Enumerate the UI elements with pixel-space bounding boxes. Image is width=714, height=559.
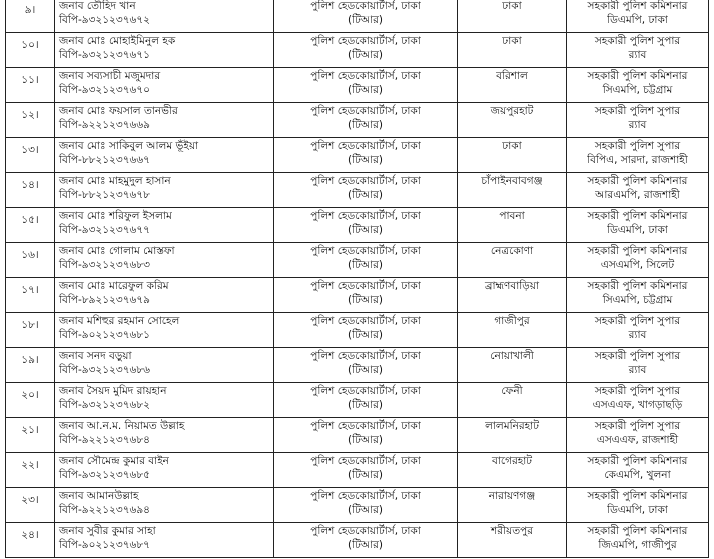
district-cell: নারায়ণগঞ্জ [458, 488, 567, 523]
bp-number: বিপি-৯৩২১২৩৭৬৭৭ [59, 224, 151, 236]
new-posting-cell [567, 243, 709, 278]
bp-number: বিপি-৯২২১২৩৭৬৮৪ [59, 434, 150, 446]
current-posting-cell [274, 243, 458, 278]
new-designation: সহকারী পুলিশ সুপার [594, 420, 681, 432]
new-posting-cell [567, 523, 709, 558]
name-cell [55, 33, 274, 68]
new-unit: কেএমপি, খুলনা [604, 469, 671, 481]
officer-name: জনাব মোঃ শরিফুল ইসলাম [59, 210, 172, 222]
bp-number: বিপি-৮৮২১২৩৭৬৬৭ [59, 154, 150, 166]
table-row [6, 243, 709, 278]
new-posting-cell [567, 348, 709, 383]
new-designation: সহকারী পুলিশ সুপার [594, 35, 681, 47]
table-row [6, 383, 709, 418]
current-posting: পুলিশ হেডকোয়ার্টার্স, ঢাকা [310, 525, 421, 537]
new-designation: সহকারী পুলিশ সুপার [594, 350, 681, 362]
new-unit: ডিএমপি, ঢাকা [607, 14, 668, 26]
new-unit: র‍্যাব [628, 329, 647, 341]
bp-number: বিপি-৯০২১২৩৭৬৮৭ [59, 539, 150, 551]
serial-cell: ১৬। [6, 243, 55, 278]
new-unit: আরএমপি, রাজশাহী [595, 189, 680, 201]
new-posting-cell [567, 208, 709, 243]
new-posting-cell [567, 488, 709, 523]
officer-name: জনাব মোঃ মাহমুদুল হাসান [59, 175, 171, 187]
name-cell [55, 0, 274, 33]
current-posting-unit: (টিআর) [348, 189, 383, 201]
officer-name: জনাব আমানউল্লাহ [59, 490, 139, 502]
name-cell [55, 383, 274, 418]
current-posting-unit: (টিআর) [348, 119, 383, 131]
serial-cell: ১৮। [6, 313, 55, 348]
current-posting: পুলিশ হেডকোয়ার্টার্স, ঢাকা [310, 70, 421, 82]
new-designation: সহকারী পুলিশ সুপার [594, 315, 681, 327]
officer-name: জনাব আ.ন.ম. নিয়ামত উল্লাহ [59, 420, 185, 432]
bp-number: বিপি-৯৩২১২৩৭৬৭০ [59, 84, 151, 96]
table-row [6, 348, 709, 383]
new-designation: সহকারী পুলিশ সুপার [594, 385, 681, 397]
new-designation: সহকারী পুলিশ সুপার [594, 140, 681, 152]
current-posting: পুলিশ হেডকোয়ার্টার্স, ঢাকা [310, 350, 421, 362]
current-posting-unit: (টিআর) [348, 434, 383, 446]
new-unit: র‍্যাব [628, 49, 647, 61]
district-cell: ঢাকা [458, 138, 567, 173]
name-cell [55, 453, 274, 488]
district-cell: গাজীপুর [458, 313, 567, 348]
serial-cell: ১৭। [6, 278, 55, 313]
district-cell: ঢাকা [458, 33, 567, 68]
officer-name: জনাব মোঃ ফয়সাল তানভীর [59, 105, 178, 117]
current-posting-cell [274, 33, 458, 68]
name-cell [55, 103, 274, 138]
serial-cell: ২৩। [6, 488, 55, 523]
bp-number: বিপি-৯৩২১২৩৭৬৮৩ [59, 259, 150, 271]
table-row [6, 103, 709, 138]
table-row [6, 313, 709, 348]
current-posting-cell [274, 138, 458, 173]
current-posting: পুলিশ হেডকোয়ার্টার্স, ঢাকা [310, 245, 421, 257]
district-cell: শরীয়তপুর [458, 523, 567, 558]
table-row [6, 68, 709, 103]
new-posting-cell [567, 453, 709, 488]
current-posting-unit: (টিআর) [348, 84, 383, 96]
current-posting-cell [274, 68, 458, 103]
serial-cell: ৯। [6, 0, 55, 33]
officer-name: জনাব মশিহুর রহমান সোহেল [59, 315, 180, 327]
current-posting-cell [274, 278, 458, 313]
district-cell: ফেনী [458, 383, 567, 418]
bp-number: বিপি-৯৩২১২৩৭৬৮৫ [59, 469, 150, 481]
current-posting-unit: (টিআর) [348, 329, 383, 341]
current-posting: পুলিশ হেডকোয়ার্টার্স, ঢাকা [310, 140, 421, 152]
table-row [6, 453, 709, 488]
serial-cell: ১৪। [6, 173, 55, 208]
officer-name: জনাব মোঃ মারেফুল করিম [59, 280, 169, 292]
district-cell: চাঁপাইনবাবগঞ্জ [458, 173, 567, 208]
bp-number: বিপি-৯২২১২৩৭৬৯৪ [59, 504, 150, 516]
serial-cell: ১৯। [6, 348, 55, 383]
officer-name: জনাব মোঃ মোহাইমিনুল হক [59, 35, 176, 47]
current-posting: পুলিশ হেডকোয়ার্টার্স, ঢাকা [310, 0, 421, 12]
current-posting-unit: (টিআর) [348, 259, 383, 271]
current-posting: পুলিশ হেডকোয়ার্টার্স, ঢাকা [310, 455, 421, 467]
name-cell [55, 488, 274, 523]
name-cell [55, 243, 274, 278]
table-row [6, 488, 709, 523]
bp-number: বিপি-৮৯২১২৩৭৬৭৯ [59, 294, 150, 306]
current-posting-unit: (টিআর) [348, 504, 383, 516]
officer-name: জনাব সৌমেন্দ্র কুমার বাইন [59, 455, 169, 467]
new-unit: র‍্যাব [628, 119, 647, 131]
current-posting-unit: (টিআর) [348, 49, 383, 61]
bp-number: বিপি-৯৩২১২৩৭৬৭১ [59, 49, 150, 61]
district-cell: বাগেরহাট [458, 453, 567, 488]
new-unit: র‍্যাব [628, 364, 647, 376]
new-designation: সহকারী পুলিশ কমিশনার [587, 280, 688, 292]
serial-cell: ২২। [6, 453, 55, 488]
current-posting-cell [274, 383, 458, 418]
name-cell [55, 418, 274, 453]
new-designation: সহকারী পুলিশ কমিশনার [587, 0, 688, 12]
current-posting-cell [274, 208, 458, 243]
table-row [6, 138, 709, 173]
current-posting-unit: (টিআর) [348, 154, 383, 166]
new-posting-cell [567, 418, 709, 453]
table-row [6, 418, 709, 453]
name-cell [55, 173, 274, 208]
current-posting-cell [274, 173, 458, 208]
officer-name: জনাব তৌহিদ খান [59, 0, 136, 12]
new-unit: সিএমপি, চট্টগ্রাম [602, 294, 673, 306]
serial-cell: ১৩। [6, 138, 55, 173]
new-posting-cell [567, 138, 709, 173]
current-posting-unit: (টিআর) [348, 224, 383, 236]
new-designation: সহকারী পুলিশ কমিশনার [587, 455, 688, 467]
new-designation: সহকারী পুলিশ কমিশনার [587, 175, 688, 187]
district-cell: বরিশাল [458, 68, 567, 103]
serial-cell: ১৫। [6, 208, 55, 243]
current-posting: পুলিশ হেডকোয়ার্টার্স, ঢাকা [310, 385, 421, 397]
table-row [6, 173, 709, 208]
bp-number: বিপি-৯৩২১২৩৭৬৮২ [59, 399, 150, 411]
new-unit: জিএমপি, গাজীপুর [598, 539, 677, 551]
new-unit: এসএএফ, রাজশাহী [596, 434, 679, 446]
district-cell: ঢাকা [458, 0, 567, 33]
current-posting: পুলিশ হেডকোয়ার্টার্স, ঢাকা [310, 315, 421, 327]
name-cell [55, 208, 274, 243]
serial-cell: ২১। [6, 418, 55, 453]
officer-name: জনাব মোঃ গোলাম মোস্তফা [59, 245, 175, 257]
name-cell [55, 68, 274, 103]
district-cell: ব্রাহ্মণবাড়িয়া [458, 278, 567, 313]
current-posting-unit: (টিআর) [348, 399, 383, 411]
serial-cell: ১১। [6, 68, 55, 103]
district-cell: জয়পুরহাট [458, 103, 567, 138]
officer-name: জনাব সৈয়দ মুমিদ রায়হান [59, 385, 167, 397]
current-posting-cell [274, 453, 458, 488]
new-posting-cell [567, 0, 709, 33]
district-cell: লালমনিরহাট [458, 418, 567, 453]
posting-table-body [6, 0, 709, 558]
table-row [6, 523, 709, 558]
current-posting-cell [274, 103, 458, 138]
new-unit: এসএমপি, সিলেট [600, 259, 675, 271]
bp-number: বিপি-৯০২১২৩৭৬৮১ [59, 329, 150, 341]
new-posting-cell [567, 33, 709, 68]
bp-number: বিপি-৯৩২১২৩৭৬৭২ [59, 14, 151, 26]
name-cell [55, 523, 274, 558]
current-posting-unit: (টিআর) [348, 294, 383, 306]
new-unit: সিএমপি, চট্টগ্রাম [602, 84, 673, 96]
new-designation: সহকারী পুলিশ কমিশনার [587, 245, 688, 257]
bp-number: বিপি-৮৮২১২৩৭৬৭৮ [59, 189, 150, 201]
current-posting: পুলিশ হেডকোয়ার্টার্স, ঢাকা [310, 280, 421, 292]
officer-name: জনাব মোঃ সাকিবুল আলম ভূঁইয়া [59, 140, 199, 152]
name-cell [55, 313, 274, 348]
current-posting-unit: (টিআর) [348, 364, 383, 376]
new-unit: বিপিএ, সারদা, রাজশাহী [587, 154, 688, 166]
current-posting-unit: (টিআর) [348, 469, 383, 481]
current-posting-unit: (টিআর) [348, 539, 383, 551]
new-posting-cell [567, 278, 709, 313]
district-cell: নেত্রকোণা [458, 243, 567, 278]
new-unit: ডিএমপি, ঢাকা [607, 504, 668, 516]
name-cell [55, 138, 274, 173]
new-designation: সহকারী পুলিশ সুপার [594, 105, 681, 117]
current-posting-cell [274, 313, 458, 348]
new-posting-cell [567, 103, 709, 138]
new-designation: সহকারী পুলিশ কমিশনার [587, 210, 688, 222]
current-posting: পুলিশ হেডকোয়ার্টার্স, ঢাকা [310, 420, 421, 432]
officer-name: জনাব সনদ বড়ুয়া [59, 350, 132, 362]
current-posting: পুলিশ হেডকোয়ার্টার্স, ঢাকা [310, 105, 421, 117]
new-posting-cell [567, 313, 709, 348]
serial-cell: ২৪। [6, 523, 55, 558]
new-unit: ডিএমপি, ঢাকা [607, 224, 668, 236]
serial-cell: ২০। [6, 383, 55, 418]
table-row [6, 0, 709, 33]
officer-name: জনাব সব্যসাচী মজুমদার [59, 70, 161, 82]
serial-cell: ১২। [6, 103, 55, 138]
current-posting-cell [274, 523, 458, 558]
serial-cell: ১০। [6, 33, 55, 68]
district-cell: নোয়াখালী [458, 348, 567, 383]
current-posting-cell [274, 488, 458, 523]
current-posting-cell [274, 0, 458, 33]
current-posting-cell [274, 418, 458, 453]
new-unit: এসএএফ, খাগড়াছড়ি [592, 399, 683, 411]
current-posting: পুলিশ হেডকোয়ার্টার্স, ঢাকা [310, 210, 421, 222]
new-posting-cell [567, 173, 709, 208]
current-posting: পুলিশ হেডকোয়ার্টার্স, ঢাকা [310, 490, 421, 502]
current-posting: পুলিশ হেডকোয়ার্টার্স, ঢাকা [310, 35, 421, 47]
name-cell [55, 278, 274, 313]
table-row [6, 278, 709, 313]
new-designation: সহকারী পুলিশ কমিশনার [587, 70, 688, 82]
new-designation: সহকারী পুলিশ কমিশনার [587, 490, 688, 502]
posting-table [5, 0, 709, 558]
current-posting-cell [274, 348, 458, 383]
new-posting-cell [567, 68, 709, 103]
name-cell [55, 348, 274, 383]
table-row [6, 208, 709, 243]
current-posting: পুলিশ হেডকোয়ার্টার্স, ঢাকা [310, 175, 421, 187]
current-posting-unit: (টিআর) [348, 14, 383, 26]
bp-number: বিপি-৯২২১২৩৭৬৬৯ [59, 119, 150, 131]
district-cell: পাবনা [458, 208, 567, 243]
officer-name: জনাব সুবীর কুমার সাহা [59, 525, 156, 537]
table-row [6, 33, 709, 68]
new-posting-cell [567, 383, 709, 418]
new-designation: সহকারী পুলিশ কমিশনার [587, 525, 688, 537]
bp-number: বিপি-৯৩২১২৩৭৬৮৬ [59, 364, 150, 376]
